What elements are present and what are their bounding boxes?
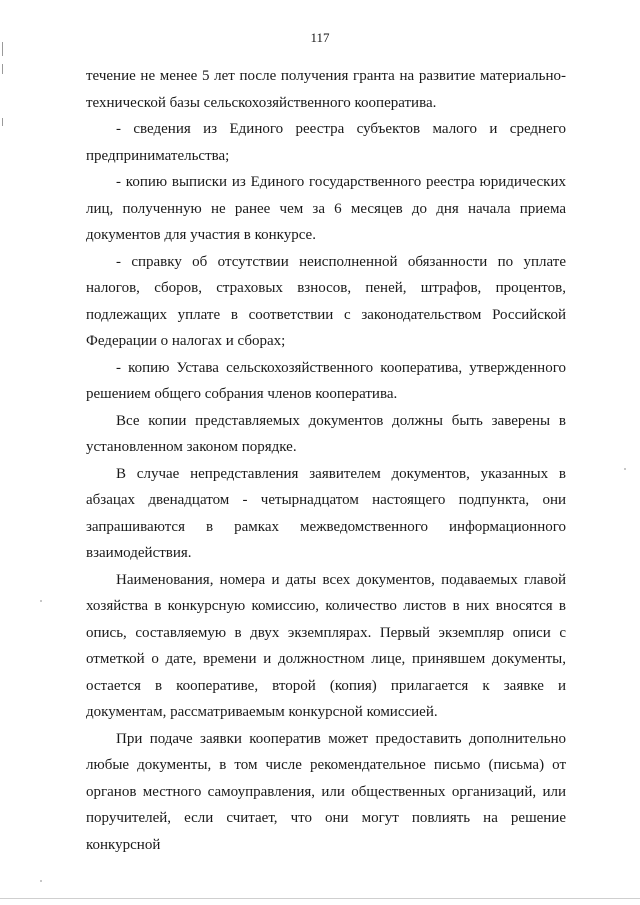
- scan-artifact: [40, 600, 42, 602]
- scan-artifact: [2, 118, 3, 126]
- paragraph: - копию выписки из Единого государственного реестра юридических лиц, полученную не ранее чем за 6 месяцев до дня начала приема документов для участия в конкурсе.: [86, 174, 566, 243]
- paragraph: - справку об отсутствии неисполненной обязанности по уплате налогов, сборов, страховых взносов, пеней, штрафов, процентов, подлежащих уплате в соответствии с законодательством Российской Федерации о налогах и сборах;: [86, 253, 566, 349]
- paragraph: Наименования, номера и даты всех документов, подаваемых главой хозяйства в конкурсную комиссию, количество листов в них вносятся в опись, составляемую в двух экземплярах. Первый экземпляр описи с отметкой о дате, времени и должностном лице, принявшем документы, остается в кооперативе, второй (копия) прилагается к заявке и документам, рассматриваемым конкурсной комиссией.: [86, 571, 566, 720]
- scan-artifact: [40, 880, 42, 882]
- paragraph: При подаче заявки кооператив может предоставить дополнительно любые документы, в том числе рекомендательное письмо (письма) от органов местного самоуправления, или общественных организаций, или поручителей, если считает, что они могут повлиять на решение конкурсной: [86, 730, 566, 853]
- document-body: [86, 63, 566, 858]
- paragraph: Все копии представляемых документов должны быть заверены в установленном законом порядке.: [86, 412, 566, 455]
- paragraph: течение не менее 5 лет после получения гранта на развитие материально-технической базы сельскохозяйственного кооператива.: [86, 68, 566, 111]
- scan-artifact: [624, 468, 626, 470]
- paragraph: В случае непредставления заявителем документов, указанных в абзацах двенадцатом - четырнадцатом настоящего подпункта, они запрашиваются в рамках межведомственного информационного взаимодействия.: [86, 465, 566, 561]
- scan-artifact: [2, 64, 3, 74]
- paragraph: - копию Устава сельскохозяйственного кооператива, утвержденного решением общего собрания членов кооператива.: [86, 359, 566, 402]
- page-number: 117: [310, 30, 330, 45]
- scan-edge: [0, 898, 640, 899]
- paragraph: - сведения из Единого реестра субъектов малого и среднего предпринимательства;: [86, 121, 566, 164]
